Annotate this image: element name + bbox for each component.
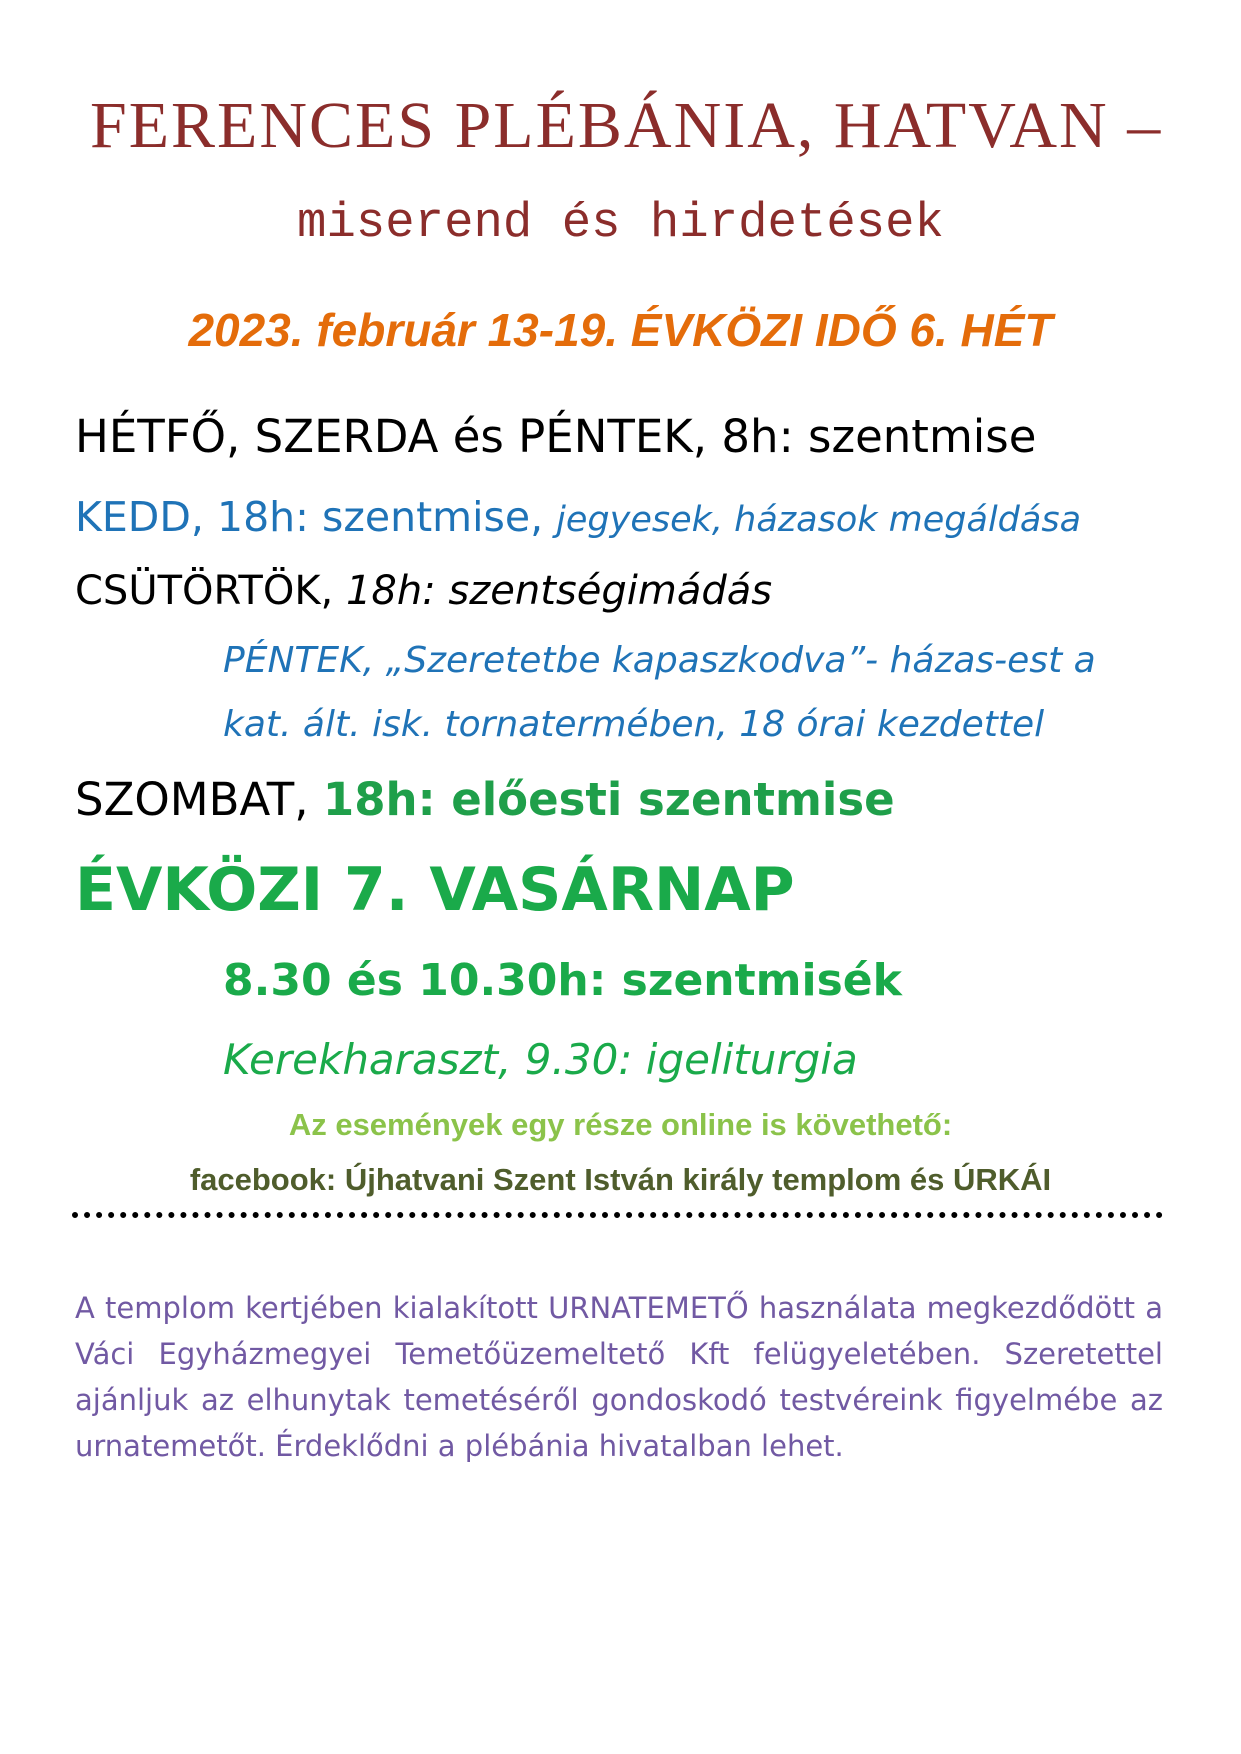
sunday-title: ÉVKÖZI 7. VASÁRNAP [75, 855, 795, 925]
friday-event-line2: kat. ált. isk. tornatermében, 18 órai kezdettel [223, 704, 1045, 745]
weekday-masses: HÉTFŐ, SZERDA és PÉNTEK, 8h: szentmise [75, 410, 1037, 463]
tuesday-note: jegyesek, házasok megáldása [556, 500, 1082, 540]
friday-event-line1: PÉNTEK, „Szeretetbe kapaszkodva”- házas-est a [223, 640, 1096, 681]
thursday-day: CSÜTÖRTÖK, [75, 568, 346, 614]
dotted-divider [72, 1212, 1163, 1218]
saturday-day: SZOMBAT, [75, 773, 323, 826]
thursday-event: 18h: szentségimádás [345, 568, 773, 614]
online-notice: Az események egy része online is követhető: [288, 1107, 953, 1142]
thursday-line [75, 568, 772, 614]
tuesday-mass: KEDD, 18h: szentmise, [75, 493, 557, 541]
sunday-kerekharaszt: Kerekharaszt, 9.30: igeliturgia [223, 1035, 858, 1084]
saturday-line [75, 773, 895, 826]
week-heading: 2023. február 13-19. ÉVKÖZI IDŐ 6. HÉT [188, 304, 1053, 356]
sunday-masses: 8.30 és 10.30h: szentmisék [223, 955, 902, 1006]
page-subtitle: miserend és hirdetések [297, 195, 944, 251]
facebook-notice: facebook: Újhatvani Szent István király templom és ÚRKÁI [189, 1162, 1052, 1197]
saturday-event: 18h: előesti szentmise [322, 773, 895, 826]
tuesday-line [75, 493, 1081, 541]
page-title: FERENCES PLÉBÁNIA, HATVAN – [90, 89, 1163, 162]
urn-cemetery-notice: A templom kertjében kialakított URNATEMETŐ használata megkezdődött a Váci Egyházmegyei Temetőüzemeltető Kft felügyeletében. Szeretettel ajánljuk az elhunytak temetéséről gondoskodó testvéreink figyelmébe az urnatemetőt. Érdeklődni a plébánia hivatalban lehet. [75, 1291, 1163, 1463]
